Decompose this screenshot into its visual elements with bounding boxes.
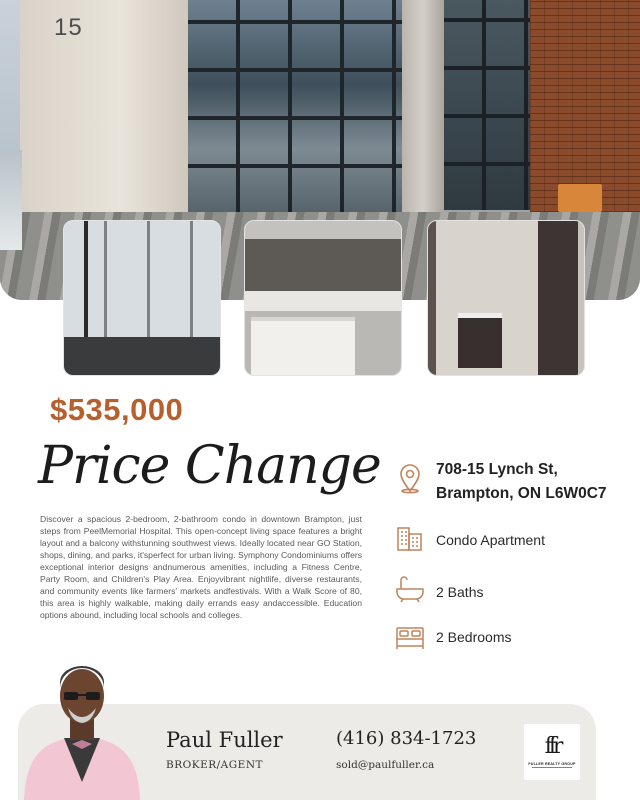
- snowy-trees: [0, 150, 22, 250]
- concrete-column: [402, 0, 444, 215]
- building-icon: [394, 522, 426, 554]
- fuller-realty-logo: [524, 724, 580, 780]
- bed-icon: [394, 620, 426, 652]
- building-number: 15: [54, 14, 83, 41]
- glass-window: [444, 0, 530, 210]
- property-address: [436, 458, 607, 506]
- property-type: Condo Apartment: [436, 532, 545, 548]
- kitchen-photo: [244, 220, 402, 376]
- bath-count: 2 Baths: [436, 584, 484, 600]
- logo-brand-text: FULLER REALTY GROUP: [528, 762, 576, 766]
- living-room-photo: [63, 220, 221, 376]
- agent-phone-link[interactable]: (416) 834-1723: [336, 728, 477, 749]
- bedroom-count: 2 Bedrooms: [436, 629, 512, 645]
- glass-entrance: [188, 0, 402, 212]
- logo-rule: [532, 767, 572, 768]
- listing-description: Discover a spacious 2-bedroom, 2-bathroom condo in downtown Brampton, just steps from PeelMemorial Hospital. This open-concept living space features a bright layout and a balcony withstunning southwest views. Ideally located near GO Station, shops, dining, and parks, it'sperfect for urban living. Symphony Condominiums offers exceptional interior designs andnumerous amenities, including a Fitness Centre, Party Room, and Children's Play Area. Enjoyvibrant nightlife, diverse restaurants, and community events like farmers' markets andfestivals. With a Walk Score of 80, this area is highly walkable, making daily errands easy andaccessible. Education options abound, including local schools and colleges.: [40, 514, 363, 620]
- address-street: 708-15 Lynch St,: [436, 461, 558, 478]
- listing-price: $535,000: [50, 392, 184, 427]
- agent-name: Paul Fuller: [166, 728, 283, 752]
- agent-portrait: [16, 652, 148, 800]
- location-pin-icon: [394, 462, 426, 494]
- logo-mark: ffr: [544, 734, 560, 759]
- orange-planter: [558, 184, 602, 212]
- agent-email-link[interactable]: sold@paulfuller.ca: [336, 759, 435, 771]
- address-city: Brampton, ON L6W0C7: [436, 485, 607, 502]
- price-change-headline: Price Change: [38, 436, 381, 496]
- agent-title: BROKER/AGENT: [166, 759, 264, 771]
- brick-wall: [530, 0, 640, 212]
- bathtub-icon: [394, 574, 426, 606]
- concrete-pillar: [20, 0, 188, 220]
- bathroom-photo: [427, 220, 585, 376]
